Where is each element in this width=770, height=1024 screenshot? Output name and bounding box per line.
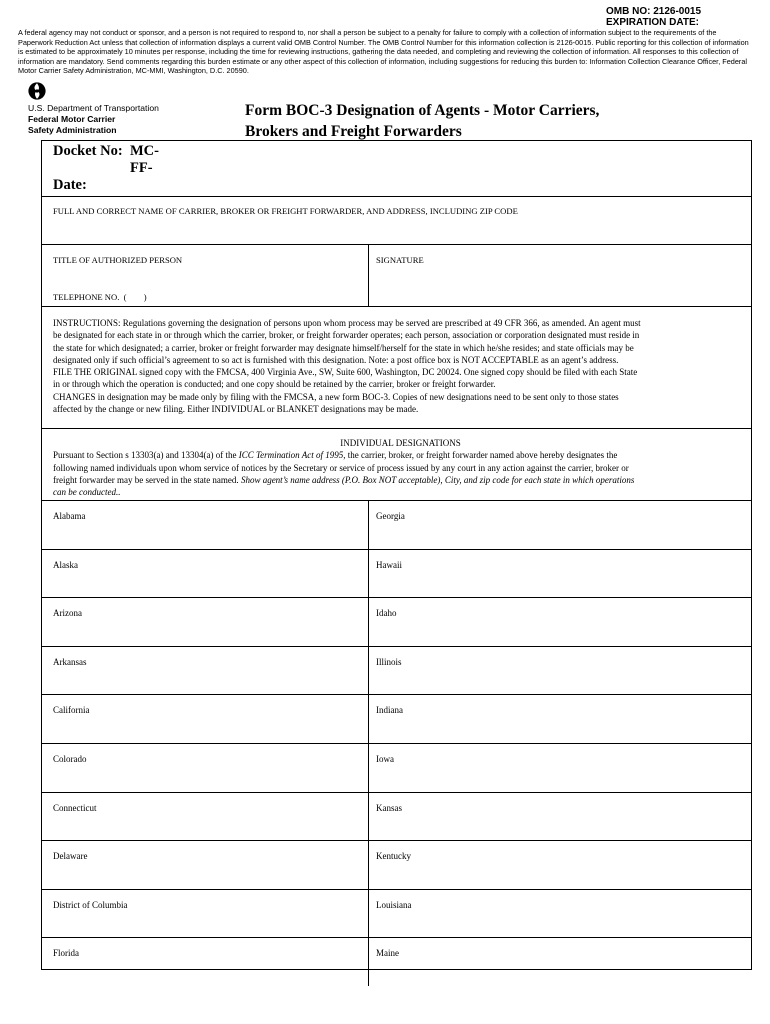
state-agent-field[interactable] <box>369 840 752 889</box>
docket-no-label: Docket No: <box>53 143 123 159</box>
state-label: Alabama <box>53 511 86 521</box>
state-agent-field[interactable] <box>42 792 368 841</box>
state-label: Arizona <box>53 608 82 619</box>
title-of-authorized-person-label: TITLE OF AUTHORIZED PERSON <box>53 255 183 265</box>
state-label: Illinois <box>376 656 402 667</box>
column-divider <box>368 244 369 306</box>
state-agent-field[interactable] <box>42 743 368 792</box>
state-agent-field[interactable] <box>369 889 752 938</box>
agency-name-line2: Safety Administration <box>28 125 117 135</box>
name-address-field[interactable] <box>42 197 751 244</box>
department-name: U.S. Department of Transportation <box>28 103 159 113</box>
name-address-label: FULL AND CORRECT NAME OF CARRIER, BROKER OR FREIGHT FORWARDER, AND ADDRESS, INCLUDING ZIP CODE <box>53 206 518 216</box>
state-agent-field[interactable] <box>369 937 752 986</box>
state-label: California <box>53 705 90 716</box>
state-label: Colorado <box>53 754 87 764</box>
state-agent-field[interactable] <box>42 500 368 549</box>
state-label: Arkansas <box>53 656 87 667</box>
docket-section <box>42 141 751 196</box>
state-label: Connecticut <box>53 802 97 813</box>
form-title-line1: Form BOC-3 Designation of Agents - Motor Carriers, <box>245 102 600 119</box>
date-label: Date: <box>53 177 87 193</box>
telephone-label: TELEPHONE NO. ( ) <box>53 292 147 302</box>
form-title <box>245 100 599 142</box>
instructions-line: FILE THE ORIGINAL signed copy with the FMCSA, 400 Virginia Ave., SW, Suite 600, Washington, DC 20024. One signed copy should be filed with each State <box>53 367 638 378</box>
state-agent-field[interactable] <box>42 937 368 986</box>
instructions-block <box>53 317 748 415</box>
individual-designations-heading: INDIVIDUAL DESIGNATIONS <box>340 438 461 448</box>
individual-line2: following named individuals upon whom service of notices by the Secretary or service of process issued by any court in any action against the carrier, broker or <box>53 462 629 473</box>
instructions-line: in or through which the operation is conducted; and one copy should be retained by the carrier, broker or freight forwarder. <box>53 379 496 390</box>
state-agent-field[interactable] <box>42 549 368 598</box>
state-label: Kansas <box>376 802 402 813</box>
omb-number: OMB NO: 2126-0015 <box>606 6 702 17</box>
state-agent-field[interactable] <box>369 549 752 598</box>
state-label: Georgia <box>376 511 405 521</box>
mc-docket-field[interactable]: MC- <box>130 143 159 159</box>
state-agent-field[interactable] <box>369 646 752 695</box>
state-agent-field[interactable] <box>369 792 752 841</box>
instructions-line: CHANGES in designation may be made only by filing with the FMCSA, a new form BOC-3. Copies of new designations need to be sent only to those states <box>53 391 619 402</box>
state-label: Delaware <box>53 851 88 862</box>
instructions-line: be designated for each state in or through which the carrier, broker, or freight forwarder operates; each person, association or corporation designated must reside in <box>53 330 640 341</box>
state-label: Hawaii <box>376 559 402 570</box>
state-agent-field[interactable] <box>42 889 368 938</box>
divider <box>42 244 751 245</box>
divider <box>42 428 751 429</box>
instructions-line: designated only if such official’s agreement to so act is furnished with this designation. Note: a post office box is NOT ACCEPTABLE as an agent’s address. <box>53 354 619 365</box>
individual-line1: Pursuant to Section s 13303(a) and 13304(a) of the ICC Termination Act of 1995, the carrier, broker, or freight forwarder named above hereby designates the <box>53 450 618 461</box>
state-label: Alaska <box>53 559 78 570</box>
state-agent-field[interactable] <box>42 694 368 743</box>
state-label: Louisiana <box>376 899 412 910</box>
state-label: District of Columbia <box>53 899 128 910</box>
state-label: Iowa <box>376 754 394 764</box>
state-label: Kentucky <box>376 851 411 862</box>
instructions-line: INSTRUCTIONS: Regulations governing the designation of persons upon whom process may be served are prescribed at 49 CFR 366, as amended. An agent must <box>53 318 641 328</box>
state-agent-field[interactable] <box>369 500 752 549</box>
individual-line4: can be conducted.. <box>53 487 121 498</box>
state-agent-field[interactable] <box>42 840 368 889</box>
expiration-date-label: EXPIRATION DATE: <box>606 17 699 28</box>
state-label: Florida <box>53 948 79 959</box>
state-agent-field[interactable] <box>369 743 752 792</box>
state-label: Idaho <box>376 608 397 619</box>
individual-line3: freight forwarder may be served in the state named. Show agent’s name address (P.O. Box NOT acceptable), City, and zip code for each state in which operations <box>53 474 635 485</box>
omb-info <box>606 6 756 28</box>
state-agent-field[interactable] <box>369 694 752 743</box>
state-agent-field[interactable] <box>369 597 752 646</box>
form-title-line2: Brokers and Freight Forwarders <box>245 123 462 140</box>
state-label: Maine <box>376 948 399 959</box>
ff-docket-field[interactable]: FF- <box>130 160 153 176</box>
boc3-form <box>41 140 752 970</box>
dot-logo-icon <box>28 82 46 100</box>
divider <box>42 306 751 307</box>
state-agent-field[interactable] <box>42 597 368 646</box>
signature-label: SIGNATURE <box>376 255 424 265</box>
state-agent-field[interactable] <box>42 646 368 695</box>
agency-block <box>28 103 159 136</box>
instructions-line: the state for which designated; a carrier, broker or freight forwarder may designate himself/herself for the state in which he/she resides; and state officials may be <box>53 342 634 353</box>
agency-name-line1: Federal Motor Carrier <box>28 114 116 124</box>
state-label: Indiana <box>376 705 403 716</box>
individual-designations-block <box>53 437 748 498</box>
burden-statement: A federal agency may not conduct or sponsor, and a person is not required to respond to, nor shall a person be subject to a penalty for failure to comply with a collection of information subject to the requirements of the Paperwork Reduction Act unless that collection of information displays a current valid OMB Control Number. The OMB Control Number for this information collection is 2126-0015. Public reporting for this collection of information is estimated to be approximately 10 minutes per response, including the time for reviewing instructions, gathering the data needed, and completing and reviewing the collection of information. All responses to this collection of information are mandatory. Send comments regarding this burden estimate or any other aspect of this collection of information, including suggestions for reducing this burden to: Information Collection Clearance Officer, Federal Motor Carrier Safety Administration, MC-MMI, Washington, D.C. 20590. <box>18 28 749 76</box>
instructions-line: affected by the change or new filing. Either INDIVIDUAL or BLANKET designations may be made. <box>53 404 419 415</box>
